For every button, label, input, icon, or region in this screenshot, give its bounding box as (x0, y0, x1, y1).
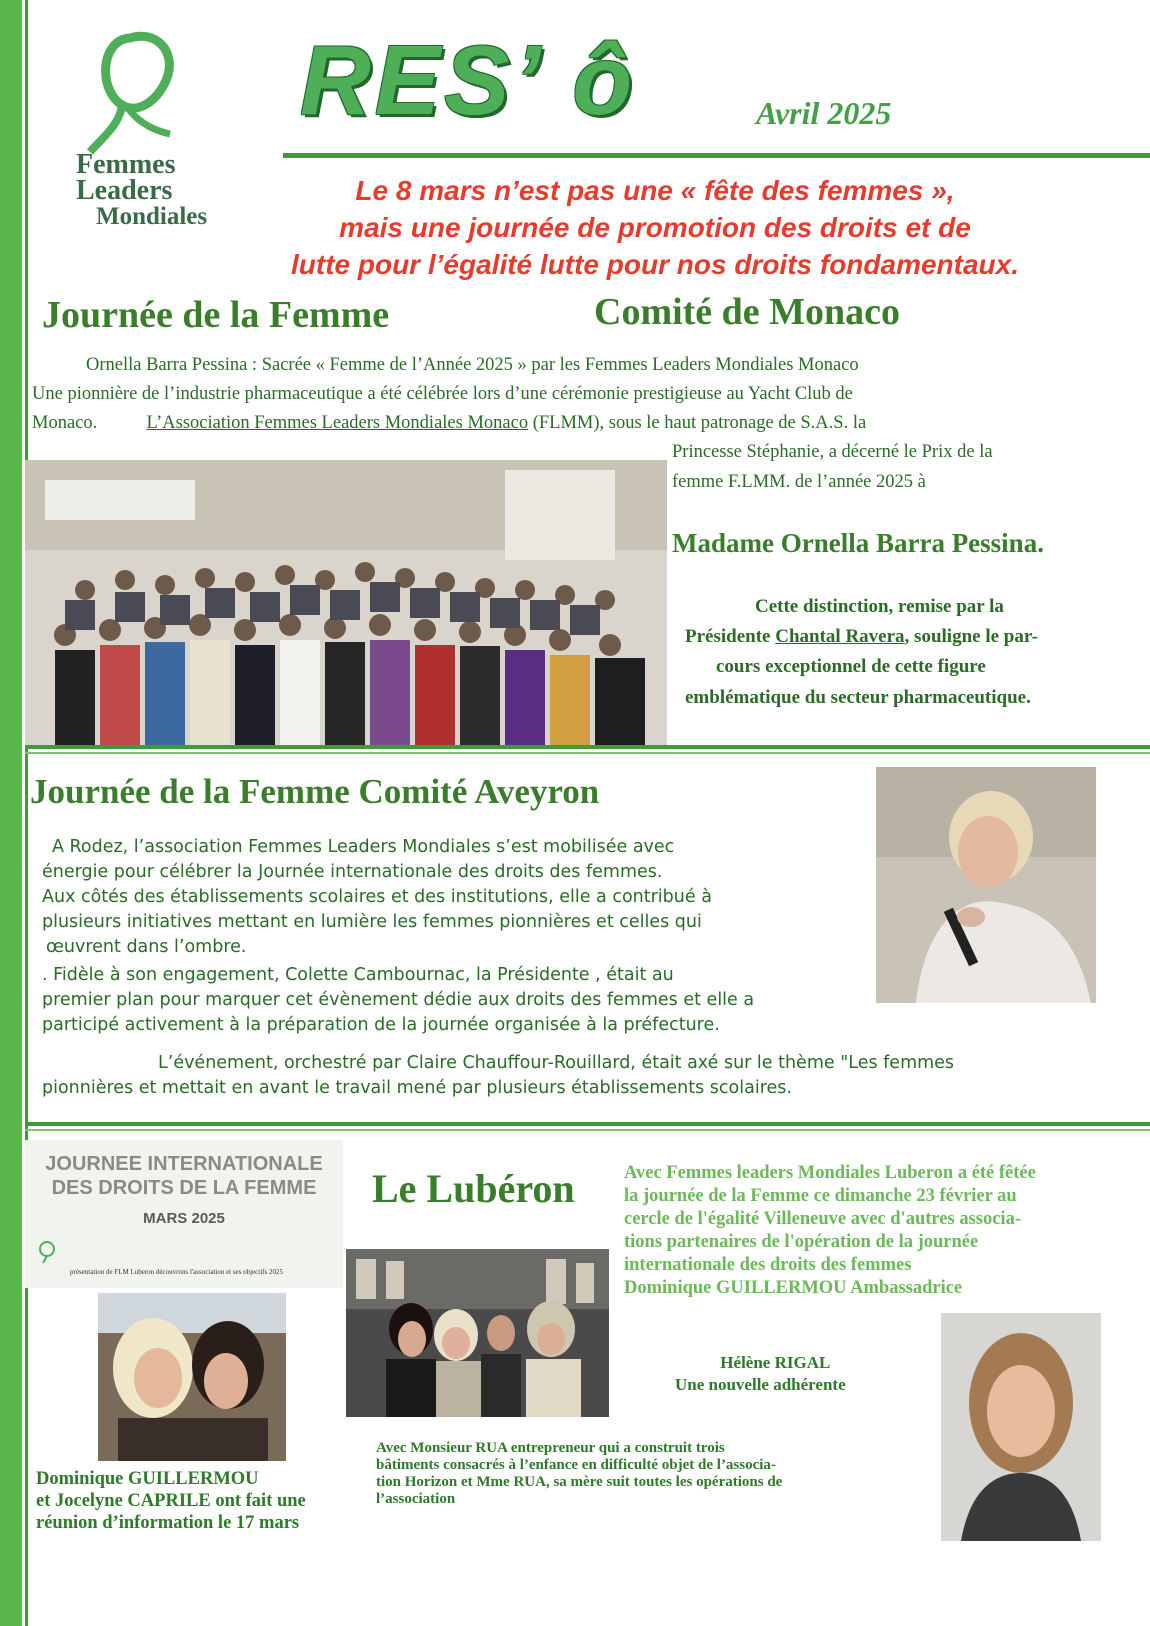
section-divider-thin (25, 752, 1150, 754)
logo-word-femmes: Femmes (76, 149, 176, 180)
aveyron-line: œuvrent dans l’ombre. (46, 937, 247, 957)
monaco-group-photo (25, 460, 667, 745)
monaco-title-right: Comité de Monaco (594, 291, 901, 333)
monaco-right-line: Princesse Stéphanie, a décerné le Prix de la (672, 442, 993, 462)
aveyron-line: premier plan pour marquer cet évènement dédie aux droits des femmes et elle a (42, 990, 755, 1010)
left-border-bar (0, 0, 22, 1626)
aveyron-line: participé activement à la préparation de la journée organisée à la préfecture. (42, 1015, 720, 1035)
monaco-text: (FLMM), sous le haut patronage de S.A.S. la (532, 413, 867, 433)
caption-line: Dominique GUILLERMOU (36, 1469, 259, 1489)
section-divider-thin (25, 1129, 1150, 1131)
banner-line: DES DROITS DE LA FEMME (51, 1177, 317, 1199)
banner-caption: présentation de FLM Luberon découvrons l'association et ses objectifs 2025 (70, 1268, 283, 1276)
issue-date: Avril 2025 (756, 95, 892, 131)
aveyron-title: Journée de la Femme Comité Aveyron (30, 772, 600, 811)
monaco-intro-line (32, 409, 866, 438)
slogan-line: Le 8 mars n’est pas une « fête des femmes », (355, 175, 955, 206)
aveyron-line: L’événement, orchestré par Claire Chauffour-Rouillard, était axé sur le thème "Les femmes (158, 1053, 955, 1073)
aveyron-p1 (42, 835, 712, 960)
slogan-line: lutte pour l’égalité lutte pour nos droits fondamentaux. (290, 249, 1020, 280)
aveyron-line: pionnières et mettait en avant le travail mené par plusieurs établissements scolaires. (42, 1078, 792, 1098)
luberon-line: internationale des droits des femmes (624, 1255, 912, 1275)
colette-portrait-photo (876, 767, 1096, 1003)
caption-line: réunion d’information le 17 mars (36, 1513, 300, 1533)
new-member-text: Une nouvelle adhérente (675, 1375, 846, 1394)
distinction-text: , souligne le par- (904, 626, 1038, 647)
aveyron-p3 (42, 1051, 954, 1101)
section-divider (25, 1122, 1150, 1126)
distinction-line: Cette distinction, remise par la (755, 596, 1004, 617)
luberon-group-photo (346, 1249, 609, 1417)
slogan (195, 172, 1115, 283)
droits-femme-banner (25, 1140, 343, 1288)
left-border-rule (25, 0, 28, 1626)
luberon-line: cercle de l'égalité Villeneuve avec d'autres associa- (624, 1209, 1021, 1229)
masthead-title: RES’ ô (300, 25, 637, 135)
banner-title (25, 1152, 343, 1200)
luberon-right-text (624, 1162, 1036, 1300)
distinction-text: Présidente (685, 626, 771, 647)
caption-line: Avec Monsieur RUA entrepreneur qui a construit trois (376, 1440, 725, 1456)
caption-line: bâtiments consacrés à l’enfance en difficulté objet de l’associa- (376, 1457, 776, 1473)
laureate-name: Madame Ornella Barra Pessina. (672, 528, 1044, 558)
caption-line: et Jocelyne CAPRILE ont fait une (36, 1491, 306, 1511)
masthead-rule (283, 153, 1150, 158)
banner-line: JOURNEE INTERNATIONALE (45, 1153, 323, 1175)
distinction-line (685, 622, 1038, 651)
flmm-link[interactable]: L’Association Femmes Leaders Mondiales Monaco (146, 413, 529, 433)
banner-date: MARS 2025 (143, 1210, 225, 1227)
monaco-intro-line: Ornella Barra Pessina : Sacrée « Femme de l’Année 2025 » par les Femmes Leaders Mondiales Monaco (86, 355, 859, 375)
luberon-line: Dominique GUILLERMOU Ambassadrice (624, 1278, 963, 1298)
section-divider (25, 745, 1150, 749)
mid-photo-caption (376, 1440, 782, 1508)
monaco-title-left: Journée de la Femme (42, 294, 390, 336)
aveyron-line: . Fidèle à son engagement, Colette Cambournac, la Présidente , était au (42, 965, 674, 985)
new-member-name: Hélène RIGAL (720, 1353, 831, 1372)
left-photo-caption (36, 1468, 306, 1534)
slogan-line: mais une journée de promotion des droits et de (339, 212, 971, 243)
luberon-title: Le Lubéron (372, 1166, 575, 1211)
caption-line: l’association (376, 1491, 456, 1507)
logo-word-mondiales: Mondiales (96, 203, 208, 230)
aveyron-line: Aux côtés des établissements scolaires et des institutions, elle a contribué à (42, 887, 712, 907)
guillermou-caprile-photo (98, 1293, 286, 1461)
aveyron-line: A Rodez, l’association Femmes Leaders Mondiales s’est mobilisée avec (52, 837, 675, 857)
distinction-line: emblématique du secteur pharmaceutique. (685, 687, 1031, 708)
luberon-line: Avec Femmes leaders Mondiales Luberon a été fêtée (624, 1163, 1036, 1183)
logo-word-leaders: Leaders (76, 175, 173, 206)
monaco-intro-line: Une pionnière de l’industrie pharmaceutique a été célébrée lors d’une cérémonie prestigieuse au Yacht Club de (32, 384, 853, 404)
monaco-right-line: femme F.LMM. de l’année 2025 à (672, 472, 926, 492)
luberon-line: la journée de la Femme ce dimanche 23 février au (624, 1186, 1017, 1206)
monaco-text: Monaco. (32, 413, 98, 433)
new-member-caption (675, 1352, 846, 1396)
aveyron-line: plusieurs initiatives mettant en lumière les femmes pionnières et celles qui (42, 912, 702, 932)
mini-logo-icon (35, 1240, 59, 1264)
distinction-line: cours exceptionnel de cette figure (716, 656, 986, 677)
aveyron-line: énergie pour célébrer la Journée internationale des droits des femmes. (42, 862, 663, 882)
helene-rigal-portrait (941, 1313, 1101, 1541)
logo-figure-icon (60, 30, 260, 160)
caption-line: tion Horizon et Mme RUA, sa mère suit toutes les opérations de (376, 1474, 783, 1490)
luberon-line: tions partenaires de l'opération de la journée (624, 1232, 979, 1252)
aveyron-p2 (42, 963, 754, 1038)
chantal-ravera-link[interactable]: Chantal Ravera (775, 626, 905, 647)
